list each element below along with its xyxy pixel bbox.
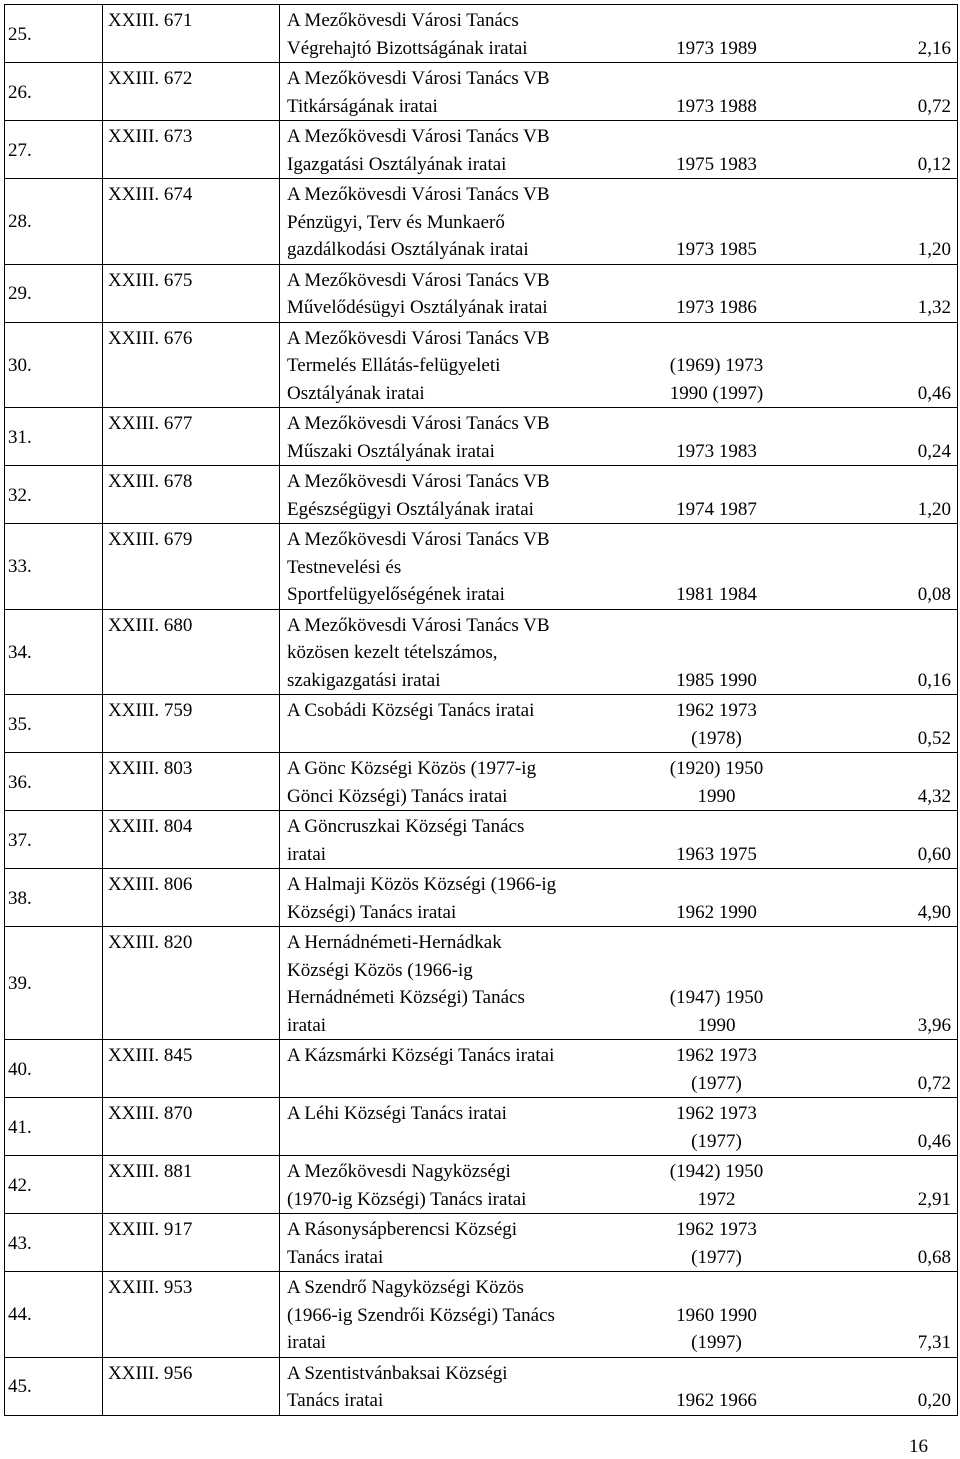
table-row	[5, 1098, 958, 1156]
volume-meters: 1,32	[917, 297, 951, 318]
description-line: A Szentistvánbaksai Községi	[287, 1362, 508, 1384]
description-line: Sportfelügyelőségének iratai	[287, 584, 505, 605]
table-row	[5, 609, 958, 695]
date-range: 1962 1973	[676, 1103, 757, 1124]
description-line: Titkárságának iratai	[287, 95, 438, 117]
row-number: 35.	[5, 695, 103, 753]
description-line: A Rásonysápberencsi Községi	[287, 1219, 518, 1240]
fond-code	[103, 322, 280, 408]
fond-description	[280, 811, 640, 869]
fond-code-text: XXIII. 680	[108, 614, 193, 636]
description-line: A Mezőkövesdi Városi Tanács VB	[287, 327, 550, 349]
date-range: 1963 1975	[676, 843, 757, 865]
description-line: A Mezőkövesdi Városi Tanács VB	[287, 269, 550, 291]
fond-code	[103, 609, 280, 695]
table-row	[5, 179, 958, 265]
volume-meters: 0,52	[917, 727, 951, 749]
date-range: 1962 1990	[676, 901, 757, 923]
fond-description	[280, 609, 640, 695]
description-line: A Mezőkövesdi Városi Tanács VB	[287, 471, 550, 492]
description-line: A Hernádnémeti-Hernádkak	[287, 932, 502, 953]
date-range: (1997)	[691, 1332, 742, 1353]
volume-meters: 0,46	[917, 382, 951, 404]
fond-code-text: XXIII. 673	[108, 126, 193, 147]
volume-meters: 3,96	[917, 1014, 951, 1036]
row-number: 25.	[5, 5, 103, 63]
volume-meters: 0,16	[917, 669, 951, 691]
table-row	[5, 1357, 958, 1415]
row-number: 29.	[5, 264, 103, 322]
description-line: (1966-ig Szendrői Községi) Tanács	[287, 1304, 555, 1326]
fond-description	[280, 1156, 640, 1214]
date-range: (1977)	[691, 1246, 742, 1268]
fond-description	[280, 1357, 640, 1415]
description-line: Testnevelési és	[287, 556, 402, 578]
fond-code	[103, 5, 280, 63]
fond-description	[280, 695, 640, 753]
row-number: 44.	[5, 1272, 103, 1358]
volume-meters: 4,32	[917, 785, 951, 807]
description-line: Igazgatási Osztályának iratai	[287, 153, 507, 175]
fond-code-text: XXIII. 803	[108, 758, 193, 779]
fond-code-text: XXIII. 675	[108, 269, 193, 291]
date-range: (1947) 1950	[669, 987, 764, 1008]
fond-dates-volume	[640, 1272, 958, 1358]
volume-meters: 0,12	[917, 153, 951, 175]
fond-code	[103, 408, 280, 466]
volume-meters: 0,08	[917, 584, 951, 605]
fond-dates-volume	[640, 121, 958, 179]
description-line: (1970-ig Községi) Tanács iratai	[287, 1188, 527, 1210]
fond-code	[103, 1214, 280, 1272]
fond-code	[103, 524, 280, 610]
description-line: A Mezőkövesdi Városi Tanács VB	[287, 126, 550, 147]
fond-code	[103, 1156, 280, 1214]
fond-description	[280, 5, 640, 63]
row-number: 34.	[5, 609, 103, 695]
date-range: 1985 1990	[676, 669, 757, 691]
fond-dates-volume	[640, 609, 958, 695]
description-line: Műszaki Osztályának iratai	[287, 440, 495, 462]
fond-dates-volume	[640, 179, 958, 265]
description-line: A Mezőkövesdi Városi Tanács VB	[287, 413, 550, 434]
table-row	[5, 869, 958, 927]
volume-meters: 0,46	[917, 1130, 951, 1152]
row-number: 40.	[5, 1040, 103, 1098]
description-line: A Mezőkövesdi Városi Tanács	[287, 10, 519, 31]
date-range: (1969) 1973	[669, 355, 764, 376]
date-range: 1973 1983	[676, 440, 757, 462]
fond-description	[280, 179, 640, 265]
fond-description	[280, 264, 640, 322]
description-line: Tanács iratai	[287, 1390, 384, 1411]
fond-description	[280, 466, 640, 524]
table-row	[5, 1040, 958, 1098]
fond-description	[280, 1040, 640, 1098]
fond-code-text: XXIII. 679	[108, 529, 193, 550]
fond-code	[103, 179, 280, 265]
table-row	[5, 408, 958, 466]
table-row	[5, 5, 958, 63]
description-line: Művelődésügyi Osztályának iratai	[287, 297, 548, 318]
table-row	[5, 524, 958, 610]
date-range: 1974 1987	[676, 498, 757, 520]
description-line: Pénzügyi, Terv és Munkaerő	[287, 211, 505, 233]
date-range: 1962 1973	[676, 1219, 757, 1240]
table-row	[5, 1156, 958, 1214]
description-line: közösen kezelt tételszámos,	[287, 642, 498, 663]
volume-meters: 7,31	[917, 1332, 951, 1353]
date-range: 1962 1973	[676, 1045, 757, 1066]
volume-meters: 4,90	[917, 901, 951, 923]
description-line: Egészségügyi Osztályának iratai	[287, 498, 534, 520]
description-line: A Csobádi Községi Tanács iratai	[287, 700, 535, 721]
row-number: 31.	[5, 408, 103, 466]
fond-description	[280, 63, 640, 121]
fond-description	[280, 1098, 640, 1156]
row-number: 26.	[5, 63, 103, 121]
fond-description	[280, 1272, 640, 1358]
description-line: iratai	[287, 843, 327, 865]
table-row	[5, 811, 958, 869]
fond-code-text: XXIII. 917	[108, 1219, 193, 1240]
fond-code-text: XXIII. 804	[108, 816, 193, 837]
row-number: 32.	[5, 466, 103, 524]
description-line: szakigazgatási iratai	[287, 669, 441, 691]
row-number: 42.	[5, 1156, 103, 1214]
description-line: iratai	[287, 1332, 327, 1353]
fond-code	[103, 1040, 280, 1098]
fond-code-text: XXIII. 820	[108, 932, 193, 953]
fond-code	[103, 1357, 280, 1415]
fond-description	[280, 524, 640, 610]
volume-meters: 0,68	[917, 1246, 951, 1268]
fond-code-text: XXIII. 870	[108, 1103, 193, 1124]
fond-code	[103, 1098, 280, 1156]
fond-description	[280, 927, 640, 1040]
description-line: A Mezőkövesdi Városi Tanács VB	[287, 68, 550, 89]
date-range: (1978)	[691, 727, 742, 749]
fond-code	[103, 63, 280, 121]
description-line: A Szendrő Nagyközségi Közös	[287, 1277, 524, 1298]
date-range: 1962 1966	[676, 1390, 757, 1411]
description-line: Községi) Tanács iratai	[287, 901, 457, 923]
table-row	[5, 695, 958, 753]
fond-dates-volume	[640, 1040, 958, 1098]
description-line: A Halmaji Közös Községi (1966-ig	[287, 874, 557, 895]
date-range: 1990 (1997)	[669, 382, 764, 404]
date-range: 1962 1973	[676, 700, 757, 721]
fond-dates-volume	[640, 322, 958, 408]
volume-meters: 0,72	[917, 1072, 951, 1094]
fond-code	[103, 466, 280, 524]
fond-code	[103, 1272, 280, 1358]
date-range: 1990	[697, 1014, 736, 1036]
volume-meters: 0,24	[917, 440, 951, 462]
fond-dates-volume	[640, 753, 958, 811]
fond-code-text: XXIII. 759	[108, 700, 193, 721]
archive-table	[4, 4, 958, 1416]
volume-meters: 0,20	[917, 1390, 951, 1411]
fond-dates-volume	[640, 811, 958, 869]
date-range: 1973 1988	[676, 95, 757, 117]
fond-description	[280, 753, 640, 811]
row-number: 41.	[5, 1098, 103, 1156]
fond-code	[103, 811, 280, 869]
description-line: Végrehajtó Bizottságának iratai	[287, 37, 528, 59]
fond-code-text: XXIII. 672	[108, 68, 193, 89]
fond-code	[103, 264, 280, 322]
fond-description	[280, 121, 640, 179]
fond-code-text: XXIII. 806	[108, 874, 193, 895]
date-range: 1975 1983	[676, 153, 757, 175]
fond-dates-volume	[640, 5, 958, 63]
table-row	[5, 927, 958, 1040]
table-row	[5, 322, 958, 408]
description-line: Hernádnémeti Községi) Tanács	[287, 987, 525, 1008]
row-number: 43.	[5, 1214, 103, 1272]
volume-meters: 1,20	[917, 239, 951, 260]
fond-dates-volume	[640, 524, 958, 610]
fond-dates-volume	[640, 1156, 958, 1214]
description-line: A Mezőkövesdi Nagyközségi	[287, 1161, 511, 1182]
volume-meters: 2,16	[917, 37, 951, 59]
description-line: A Mezőkövesdi Városi Tanács VB	[287, 184, 550, 205]
fond-code-text: XXIII. 956	[108, 1362, 193, 1384]
fond-code	[103, 695, 280, 753]
date-range: 1981 1984	[676, 584, 757, 605]
description-line: Gönci Községi) Tanács iratai	[287, 785, 508, 807]
fond-code-text: XXIII. 881	[108, 1161, 193, 1182]
row-number: 27.	[5, 121, 103, 179]
table-row	[5, 63, 958, 121]
table-row	[5, 753, 958, 811]
volume-meters: 0,60	[917, 843, 951, 865]
date-range: 1960 1990	[676, 1304, 757, 1326]
fond-description	[280, 1214, 640, 1272]
table-row	[5, 466, 958, 524]
fond-dates-volume	[640, 264, 958, 322]
fond-dates-volume	[640, 466, 958, 524]
volume-meters: 2,91	[917, 1188, 951, 1210]
table-row	[5, 264, 958, 322]
date-range: 1973 1989	[676, 37, 757, 59]
fond-dates-volume	[640, 408, 958, 466]
fond-dates-volume	[640, 1214, 958, 1272]
description-line: A Mezőkövesdi Városi Tanács VB	[287, 614, 550, 636]
fond-code	[103, 121, 280, 179]
row-number: 38.	[5, 869, 103, 927]
description-line: A Mezőkövesdi Városi Tanács VB	[287, 529, 550, 550]
description-line: Községi Közös (1966-ig	[287, 959, 473, 981]
description-line	[287, 1070, 640, 1098]
table-row	[5, 1272, 958, 1358]
description-line: A Kázsmárki Községi Tanács iratai	[287, 1045, 555, 1066]
description-line: iratai	[287, 1014, 327, 1036]
row-number: 45.	[5, 1357, 103, 1415]
date-range: (1977)	[691, 1072, 742, 1094]
fond-code-text: XXIII. 678	[108, 471, 193, 492]
fond-dates-volume	[640, 1357, 958, 1415]
fond-code-text: XXIII. 677	[108, 413, 193, 434]
fond-dates-volume	[640, 695, 958, 753]
row-number: 36.	[5, 753, 103, 811]
date-range: (1942) 1950	[669, 1161, 764, 1182]
description-line: Tanács iratai	[287, 1246, 384, 1268]
volume-meters: 1,20	[917, 498, 951, 520]
fond-code-text: XXIII. 953	[108, 1277, 193, 1298]
fond-dates-volume	[640, 63, 958, 121]
fond-description	[280, 322, 640, 408]
date-range: (1920) 1950	[669, 758, 764, 779]
archive-table-body	[5, 5, 958, 1416]
fond-code-text: XXIII. 845	[108, 1045, 193, 1066]
row-number: 39.	[5, 927, 103, 1040]
description-line: A Léhi Községi Tanács iratai	[287, 1103, 507, 1124]
fond-dates-volume	[640, 927, 958, 1040]
description-line: Termelés Ellátás-felügyeleti	[287, 355, 501, 376]
description-line: A Gönc Községi Közös (1977-ig	[287, 758, 537, 779]
description-line: gazdálkodási Osztályának iratai	[287, 239, 529, 260]
date-range: (1977)	[691, 1130, 742, 1152]
table-row	[5, 121, 958, 179]
description-line	[287, 1128, 640, 1156]
fond-code	[103, 753, 280, 811]
fond-dates-volume	[640, 869, 958, 927]
description-line: A Göncruszkai Községi Tanács	[287, 816, 525, 837]
row-number: 33.	[5, 524, 103, 610]
fond-code-text: XXIII. 676	[108, 327, 193, 349]
row-number: 28.	[5, 179, 103, 265]
fond-code-text: XXIII. 671	[108, 10, 193, 31]
date-range: 1973 1986	[676, 297, 757, 318]
volume-meters: 0,72	[917, 95, 951, 117]
date-range: 1972	[697, 1188, 736, 1210]
row-number: 37.	[5, 811, 103, 869]
fond-code-text: XXIII. 674	[108, 184, 193, 205]
date-range: 1990	[697, 785, 736, 807]
page-number: 16	[909, 1436, 928, 1457]
description-line: Osztályának iratai	[287, 382, 425, 404]
fond-code	[103, 927, 280, 1040]
row-number: 30.	[5, 322, 103, 408]
fond-code	[103, 869, 280, 927]
date-range: 1973 1985	[676, 239, 757, 260]
fond-dates-volume	[640, 1098, 958, 1156]
description-line	[287, 725, 640, 753]
table-row	[5, 1214, 958, 1272]
fond-description	[280, 408, 640, 466]
fond-description	[280, 869, 640, 927]
